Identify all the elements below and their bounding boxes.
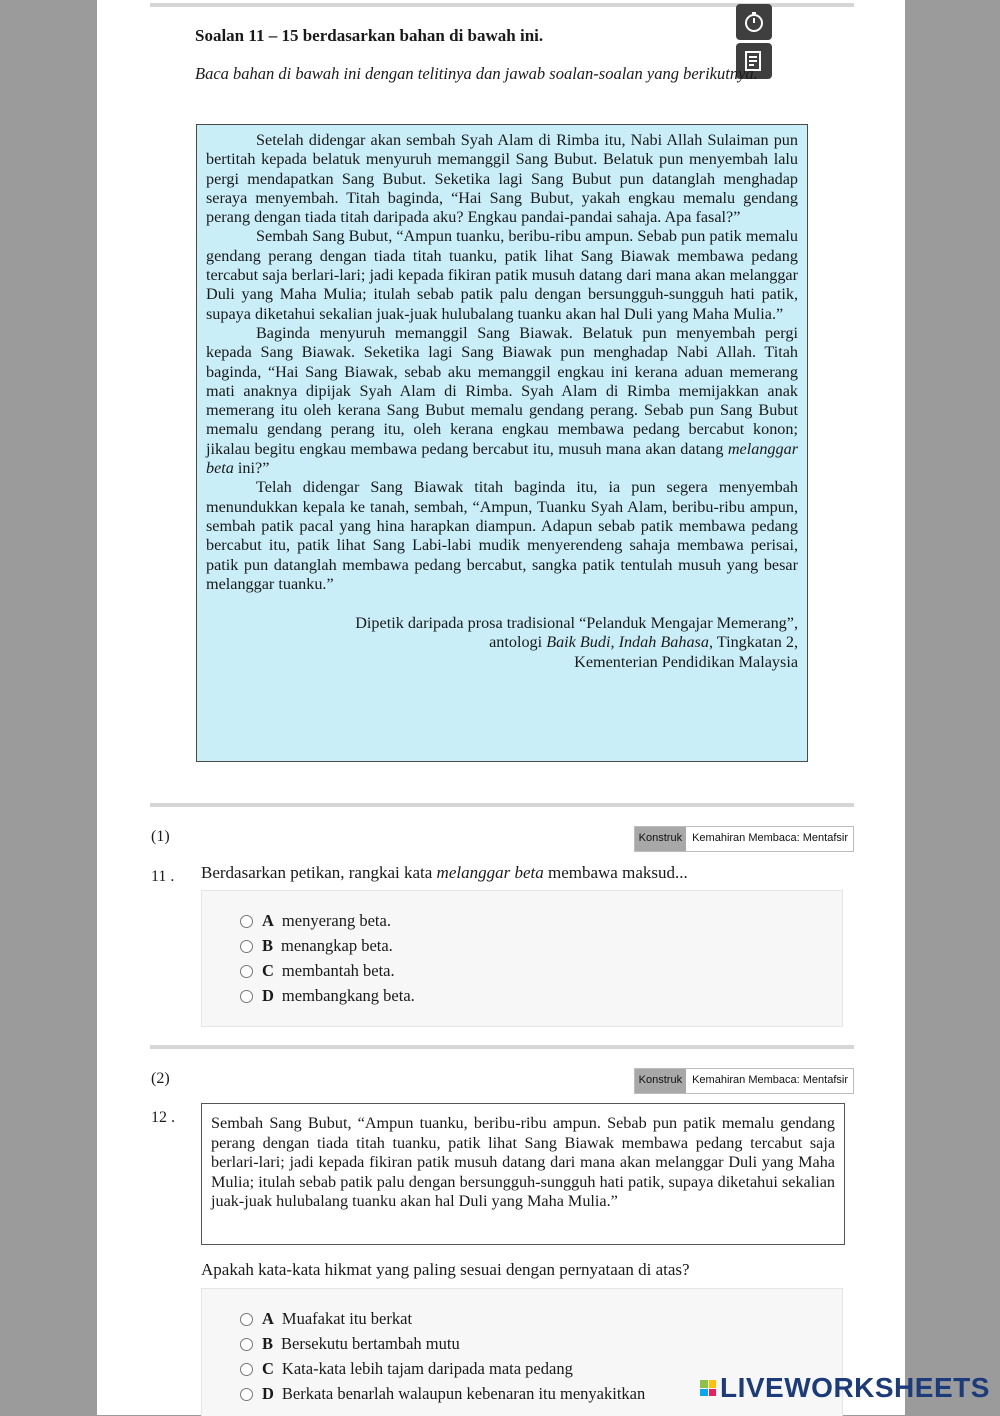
liveworksheets-logo-icon: [700, 1380, 716, 1396]
quote-box: Sembah Sang Bubut, “Ampun tuanku, beribu-ribu ampun. Sebab pun patik memalu gendang perang dengan tiada titah tuanku, patik lihat Sang Biawak membawa pedang tercabut saja berlari-lari; jadi kepada fikiran patik musuh datang dari mana akan melanggar Duli yang Maha Mulia; itulah sebab patik palu dengan bersungguh-sungguh hati patik, supaya diketahui sekalian juak-juak hulubalang tuanku akan hal Duli yang Maha Mulia.”: [201, 1103, 845, 1245]
source-line: antologi Baik Budi, Indah Bahasa, Tingkatan 2,: [489, 633, 798, 652]
section-heading: Soalan 11 – 15 berdasarkan bahan di bawah ini.: [195, 26, 544, 45]
construct-value: Kemahiran Membaca: Mentafsir: [686, 1069, 853, 1093]
source-line: Dipetik daripada prosa tradisional “Pelanduk Mengajar Memerang”,: [355, 614, 798, 633]
option-a[interactable]: A Muafakat itu berkat: [240, 1309, 412, 1329]
option-c[interactable]: C Kata-kata lebih tajam daripada mata pedang: [240, 1359, 573, 1379]
option-a[interactable]: A menyerang beta.: [240, 911, 391, 931]
radio-button[interactable]: [240, 1388, 253, 1401]
passage-paragraph: [206, 324, 798, 478]
question-label: (1): [151, 828, 170, 845]
timer-button[interactable]: [736, 4, 772, 40]
highlight-phrase: melanggar beta: [206, 439, 798, 478]
radio-button[interactable]: [240, 940, 253, 953]
construct-badge: [634, 826, 854, 852]
radio-button[interactable]: [240, 915, 253, 928]
question-label: (2): [151, 1070, 170, 1087]
passage-paragraph: Sembah Sang Bubut, “Ampun tuanku, beribu-ribu ampun. Sebab pun patik memalu gendang perang dengan tiada titah tuanku, patik lihat Sang Biawak membawa pedang tercabut saja berlari-lari; jadi kepada fikiran patik musuh datang dari mana akan melanggar Duli yang Maha Mulia; itulah sebab patik palu dengan bersungguh-sungguh hati patik, supaya diketahui sekalian juak-juak hulubalang tuanku akan hal Duli yang Maha Mulia.”: [206, 227, 798, 323]
question-stem: Berdasarkan petikan, rangkai kata melanggar beta membawa maksud...: [201, 863, 688, 882]
construct-value: Kemahiran Membaca: Mentafsir: [686, 827, 853, 851]
construct-tag: Konstruk: [635, 1069, 686, 1093]
passage-source: [206, 614, 798, 672]
radio-button[interactable]: [240, 1338, 253, 1351]
passage-paragraph: Telah didengar Sang Biawak titah baginda itu, ia pun segera menyembah menundukkan kepala ke tanah, sembah, “Ampun, Tuanku Syah Alam, beribu-ribu ampun, sembah patik pacal yang hina harapkan diampun. Adapun sebab patik membawa pedang bercabut itu, patik lihat Sang Labi-labi mudik menyerendeng sahaja membawa perisai, patik pun datanglah membawa pedang bercabut, sangka patik tentulah musuh yang besar melanggar tuanku.”: [206, 478, 798, 593]
option-b[interactable]: B Bersekutu bertambah mutu: [240, 1334, 460, 1354]
answer-options: [201, 890, 843, 1027]
passage-text: Baginda menyuruh memanggil Sang Biawak. Belatuk pun menyembah pergi kepada Sang Biawak. Seketika lagi Sang Biawak pun menghadap Nabi Allah. Titah baginda, “Hai Sang Biawak, sebab aku memanggil engkau ini kerana aduan memerang mati anaknya dipijak Syah Alam di Rimba. Syah Alam di Rimba memijakkan anak memerang itu oleh kerana Sang Bubut memalu gendang perang. Sebab pun Sang Bubut memalu gendang perang itu, oleh kerana engkau membawa pedang bercabut konon; jikalau begitu engkau membawa pedang bercabut itu, musuh mana akan datang: [206, 323, 798, 458]
source-line: Kementerian Pendidikan Malaysia: [574, 652, 798, 671]
option-d[interactable]: D membangkang beta.: [240, 986, 415, 1006]
divider: [150, 803, 854, 807]
construct-tag: Konstruk: [635, 827, 686, 851]
construct-badge: [634, 1068, 854, 1094]
radio-button[interactable]: [240, 1313, 253, 1326]
passage-text: ini?”: [233, 459, 270, 478]
radio-button[interactable]: [240, 990, 253, 1003]
question-stem: Apakah kata-kata hikmat yang paling sesuai dengan pernyataan di atas?: [201, 1260, 690, 1279]
liveworksheets-watermark: [700, 1372, 990, 1404]
instruction-text: Baca bahan di bawah ini dengan telitinya dan jawab soalan-soalan yang berikutnya.: [195, 64, 758, 83]
divider: [150, 1045, 854, 1049]
question-number: 12 .: [151, 1109, 175, 1126]
passage-box: [196, 124, 808, 762]
timer-icon: [742, 10, 766, 34]
passage-paragraph: Setelah didengar akan sembah Syah Alam di Rimba itu, Nabi Allah Sulaiman pun bertitah kepada belatuk menyuruh memanggil Sang Bubut. Belatuk pun menyembah lalu pergi mendapatkan Sang Bubut. Seketika lagi Sang Bubut pun datanglah menghadap seraya menyembah. Titah baginda, “Hai Sang Bubut, yakah engkau memalu gendang perang dengan tiada titah daripada aku? Engkau pandai-pandai sahaja. Apa fasal?”: [206, 131, 798, 227]
watermark-text: LIVEWORKSHEETS: [720, 1372, 990, 1403]
option-c[interactable]: C membantah beta.: [240, 961, 395, 981]
question-number: 11 .: [151, 868, 175, 885]
radio-button[interactable]: [240, 965, 253, 978]
radio-button[interactable]: [240, 1363, 253, 1376]
option-d[interactable]: D Berkata benarlah walaupun kebenaran itu menyakitkan: [240, 1384, 645, 1404]
option-b[interactable]: B menangkap beta.: [240, 936, 393, 956]
